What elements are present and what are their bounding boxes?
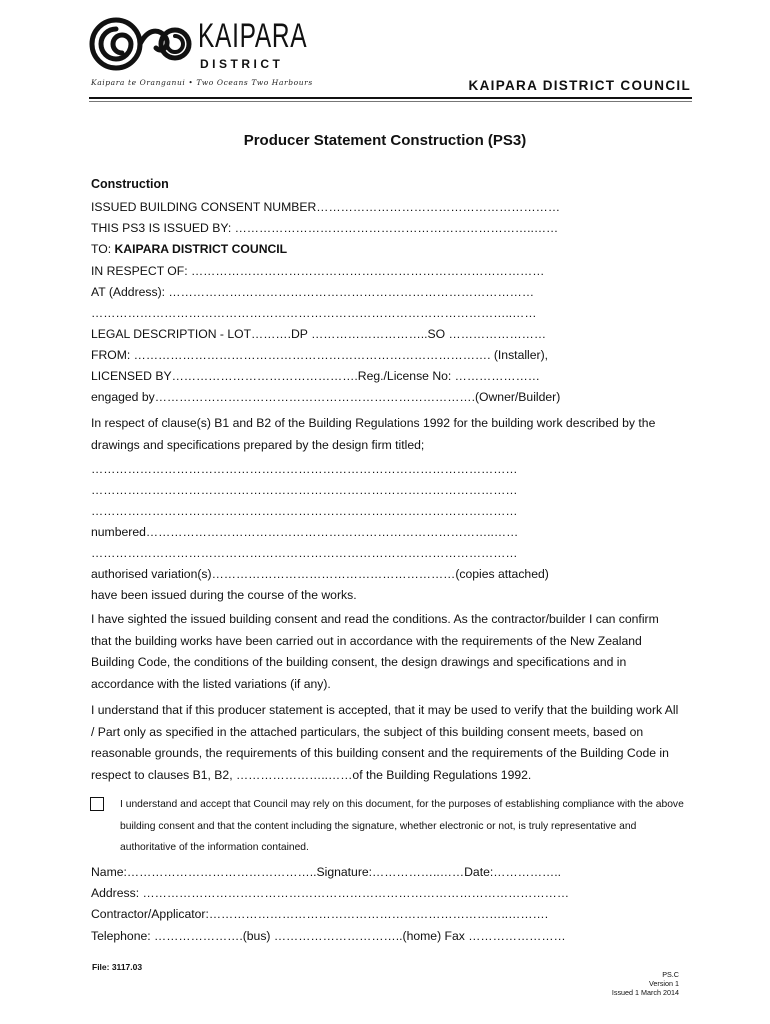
kaipara-logo-icon	[88, 16, 198, 74]
variations-field[interactable]: authorised variation(s)……………………………………………………(copies attached)	[91, 567, 549, 581]
from-field[interactable]: FROM: ……………………………………………………………………………. (Installer),	[91, 348, 549, 362]
signatory-address-field[interactable]: Address: ……………………………………………………………………………………………	[91, 886, 570, 900]
to-label: TO:	[91, 242, 115, 256]
section-heading: Construction	[91, 177, 169, 191]
name-signature-date-field[interactable]: Name:………………………………………..Signature:……………..……Date:……………..	[91, 865, 561, 879]
tagline: Kaipara te Oranganui • Two Oceans Two Harbours	[91, 78, 313, 87]
contractor-field[interactable]: Contractor/Applicator:………………………………………………………………..……….	[91, 907, 549, 921]
page-title: Producer Statement Construction (PS3)	[243, 132, 527, 149]
file-reference: File: 3117.03	[92, 962, 143, 972]
logo-subtitle: DISTRICT	[200, 57, 284, 71]
understand-paragraph: I understand that if this producer statement is accepted, that it may be used to verify that the building work All / Part only as specified in the attached particulars, the subject of this building consent meets, based on reasonable grounds, the requirements of this building consent and the requirements of the Building Code in respect to clauses B1, B2, …………………..……of the Building Regulations 1992.	[91, 703, 679, 782]
telephone-field[interactable]: Telephone: ………………….(bus) …………………………..(home) Fax ……………………	[91, 929, 566, 943]
drawing-title-field-2[interactable]: ……………………………………………………………………………………………	[91, 483, 518, 497]
to-line	[91, 241, 287, 257]
header-divider-thin	[89, 101, 692, 102]
drawing-title-field-1[interactable]: ……………………………………………………………………………………………	[91, 462, 518, 476]
document-issue-date: Issued 1 March 2014	[611, 988, 679, 997]
to-value: KAIPARA DISTRICT COUNCIL	[114, 242, 288, 256]
header-divider	[89, 97, 692, 99]
logo-wordmark: KAIPARA	[198, 17, 308, 55]
legal-description-field[interactable]: LEGAL DESCRIPTION - LOT……….DP ………………………..SO ……………………	[91, 327, 547, 341]
document-code: PS.C	[662, 970, 679, 979]
document-version: Version 1	[649, 979, 679, 988]
numbered-field[interactable]: numbered…………………………………………………………………………..……	[91, 525, 519, 539]
clause-paragraph: In respect of clause(s) B1 and B2 of the Building Regulations 1992 for the building work described by the drawings and specifications prepared by the design firm titled;	[91, 416, 656, 452]
engaged-by-field[interactable]: engaged by…………………………………………………………………….(Owner/Builder)	[91, 390, 561, 404]
in-respect-of-field[interactable]: IN RESPECT OF: ……………………………………………………………………………	[91, 264, 545, 278]
drawing-title-field-3[interactable]: ……………………………………………………………………………………………	[91, 504, 518, 518]
issued-by-field[interactable]: THIS PS3 IS ISSUED BY: ………………………………………………………………..……	[91, 221, 559, 235]
council-name: KAIPARA DISTRICT COUNCIL	[468, 78, 691, 93]
numbered-continuation-field[interactable]: ……………………………………………………………………………………………	[91, 546, 518, 560]
address-continuation-field[interactable]: …………………………………………………………………………………………..……	[91, 306, 537, 320]
sighted-paragraph: I have sighted the issued building consent and read the conditions. As the contractor/builder I can confirm that the building works have been carried out in accordance with the requirements of the New Zealand Building Code, the conditions of the building consent, the design drawings and specifications and in accordance with the listed variations (if any).	[91, 612, 659, 691]
acceptance-text: I understand and accept that Council may rely on this document, for the purposes of establishing compliance with the above building consent and that the content including the signature, whether electronic or not, is truly representative and authoritative of the information contained.	[120, 799, 684, 853]
consent-number-field[interactable]: ISSUED BUILDING CONSENT NUMBER……………………………………………………	[91, 200, 561, 214]
document-version-info	[612, 970, 679, 997]
acceptance-checkbox[interactable]	[90, 797, 104, 811]
licensed-by-field[interactable]: LICENSED BY……………………………………….Reg./License No: …………………	[91, 369, 540, 383]
address-field[interactable]: AT (Address): ………………………………………………………………………………	[91, 285, 535, 299]
issued-during-text: have been issued during the course of the works.	[91, 588, 357, 602]
